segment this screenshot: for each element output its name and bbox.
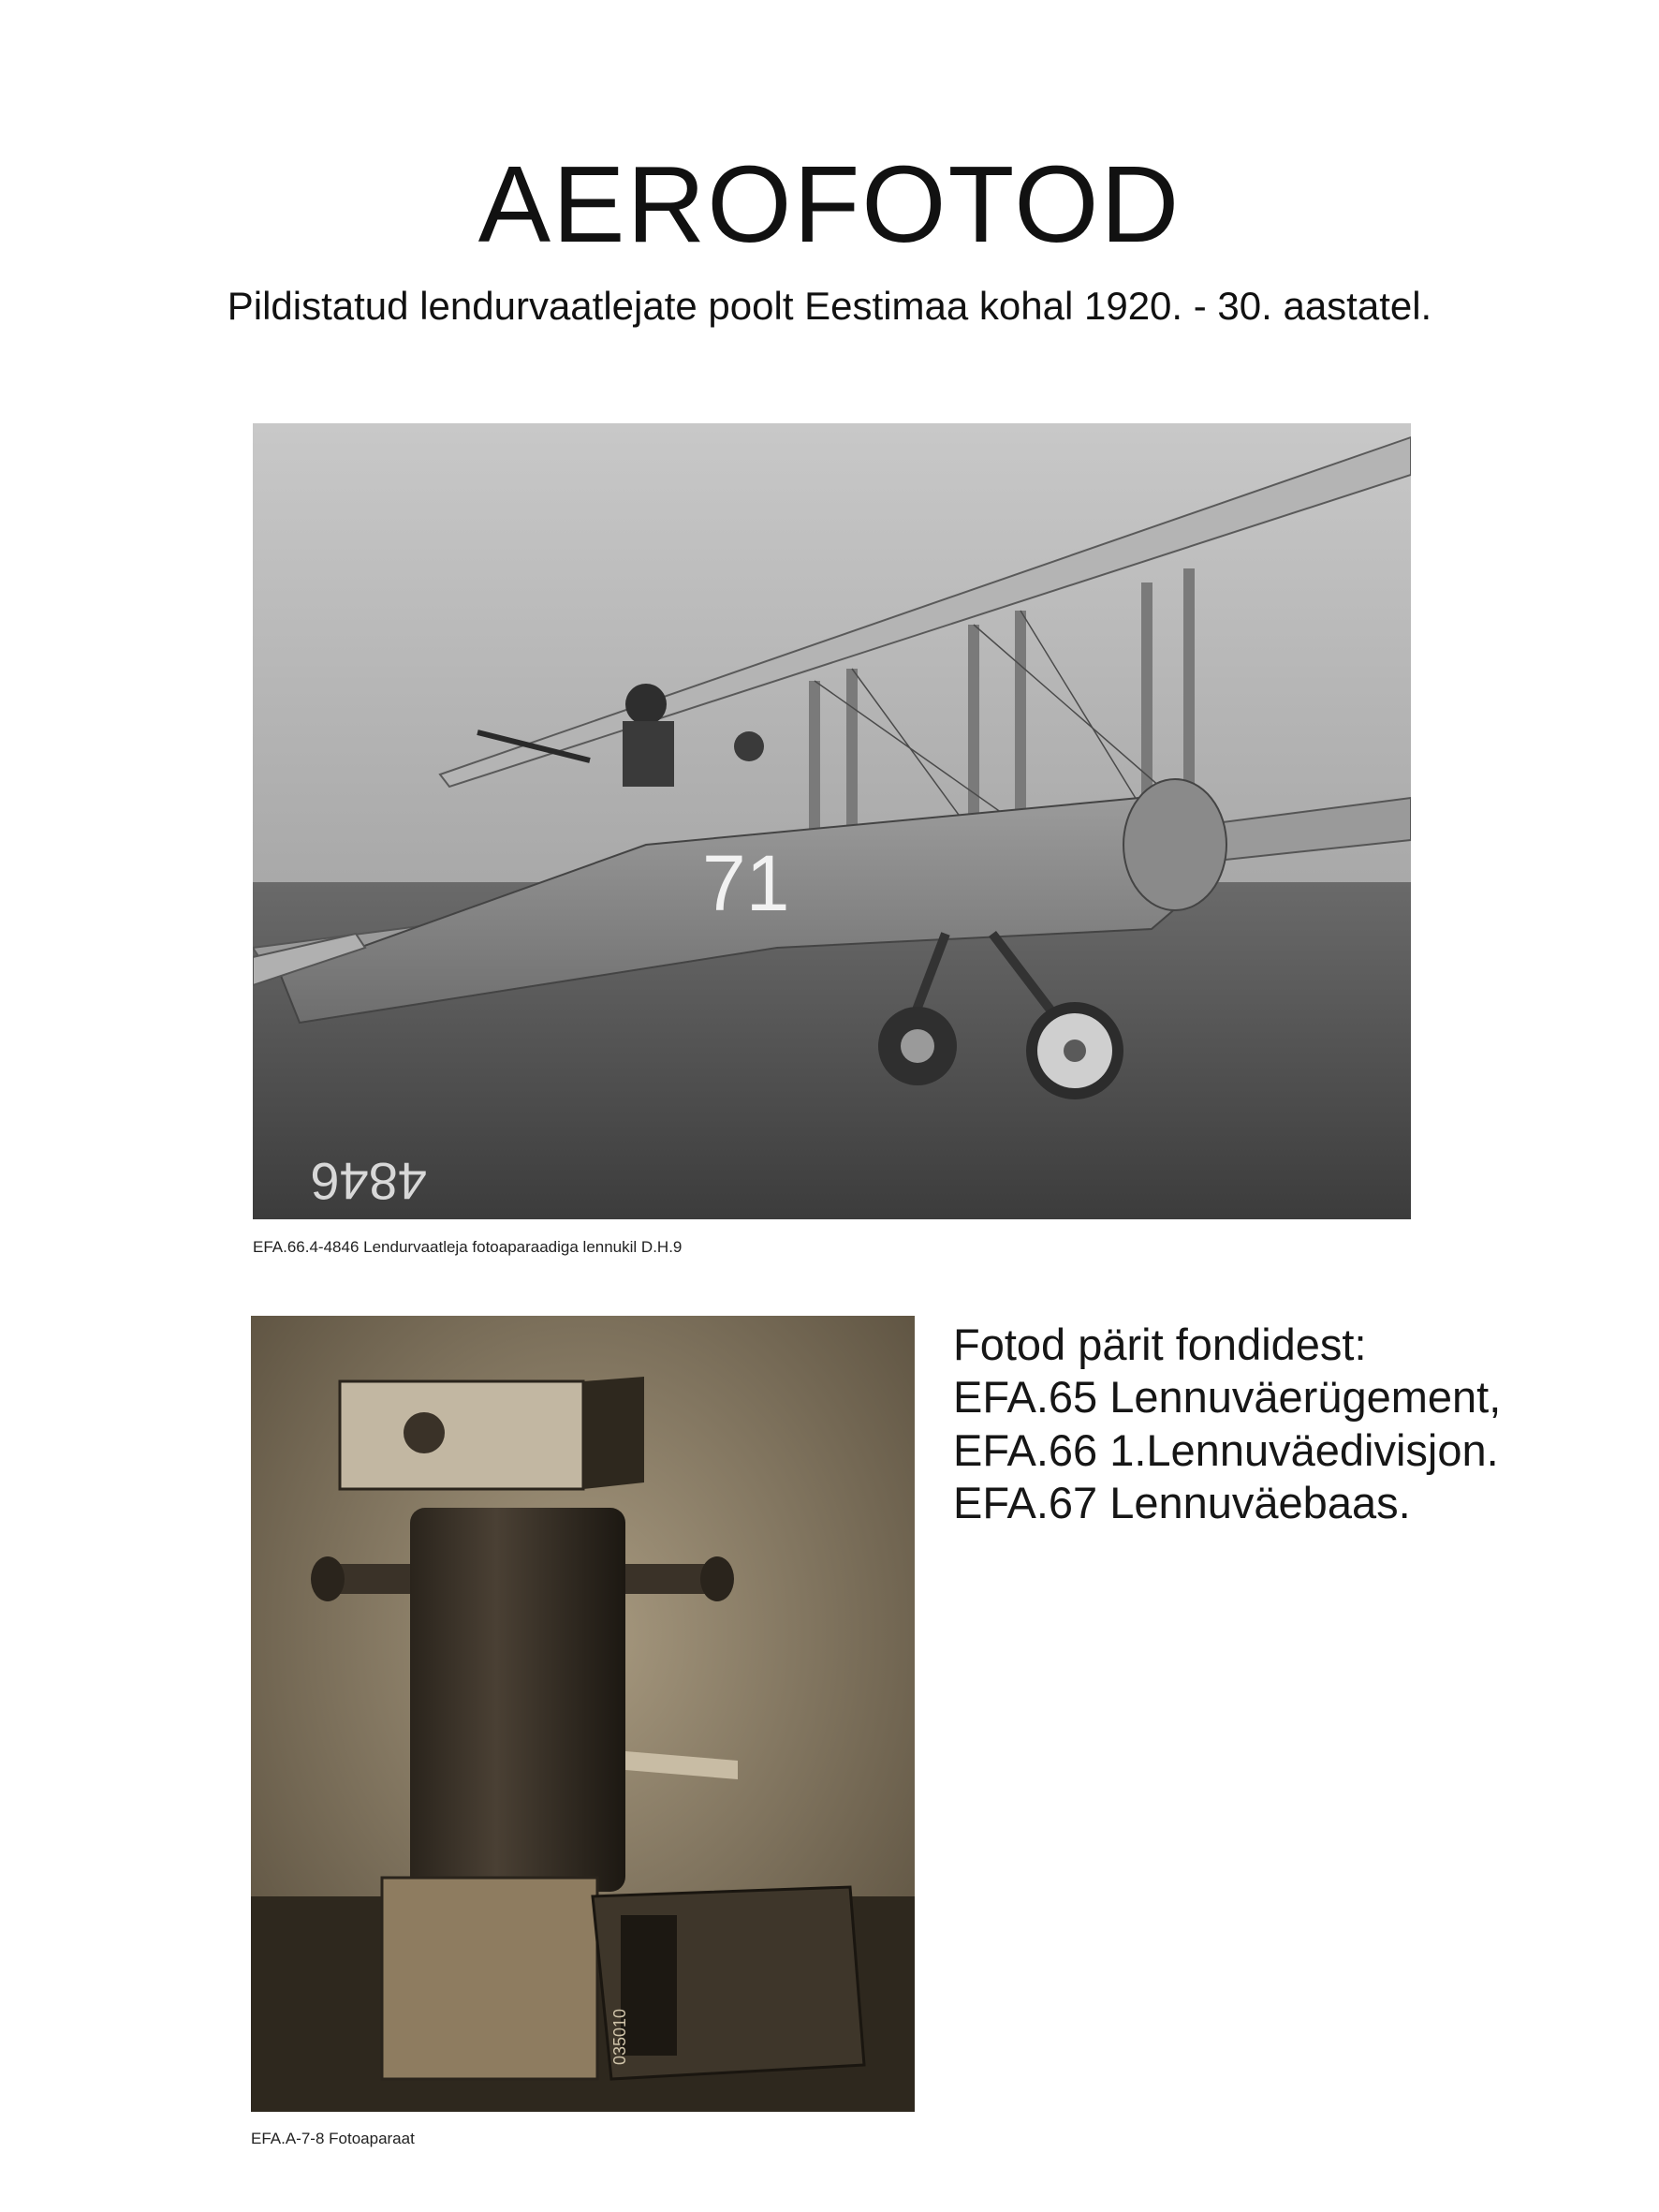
biplane-caption: EFA.66.4-4846 Lendurvaatleja fotoaparaadiga lennukil D.H.9 [253,1238,683,1256]
camera-caption: EFA.A-7-8 Fotoaparaat [251,2130,415,2147]
sources-block [953,1319,1646,1530]
camera-illustration [251,1316,915,2112]
page-subtitle: Pildistatud lendurvaatlejate poolt Eestimaa kohal 1920. - 30. aastatel. [227,284,1432,328]
source-item: EFA.67 Lennuväebaas. [953,1478,1411,1528]
sources-heading: Fotod pärit fondidest: [953,1320,1367,1369]
tail-number: 71 [702,839,790,927]
biplane-photo [253,423,1411,1219]
source-item: EFA.65 Lennuväerügement, [953,1372,1502,1423]
film-holder-label: 035010 [610,2008,629,2065]
camera-photo [251,1316,915,2112]
page-title: AEROFOTOD [477,143,1182,265]
source-item: EFA.66 1.Lennuväedivisjon. [953,1424,1499,1475]
biplane-illustration [253,423,1411,1219]
plate-number: 4846 [310,1152,427,1211]
